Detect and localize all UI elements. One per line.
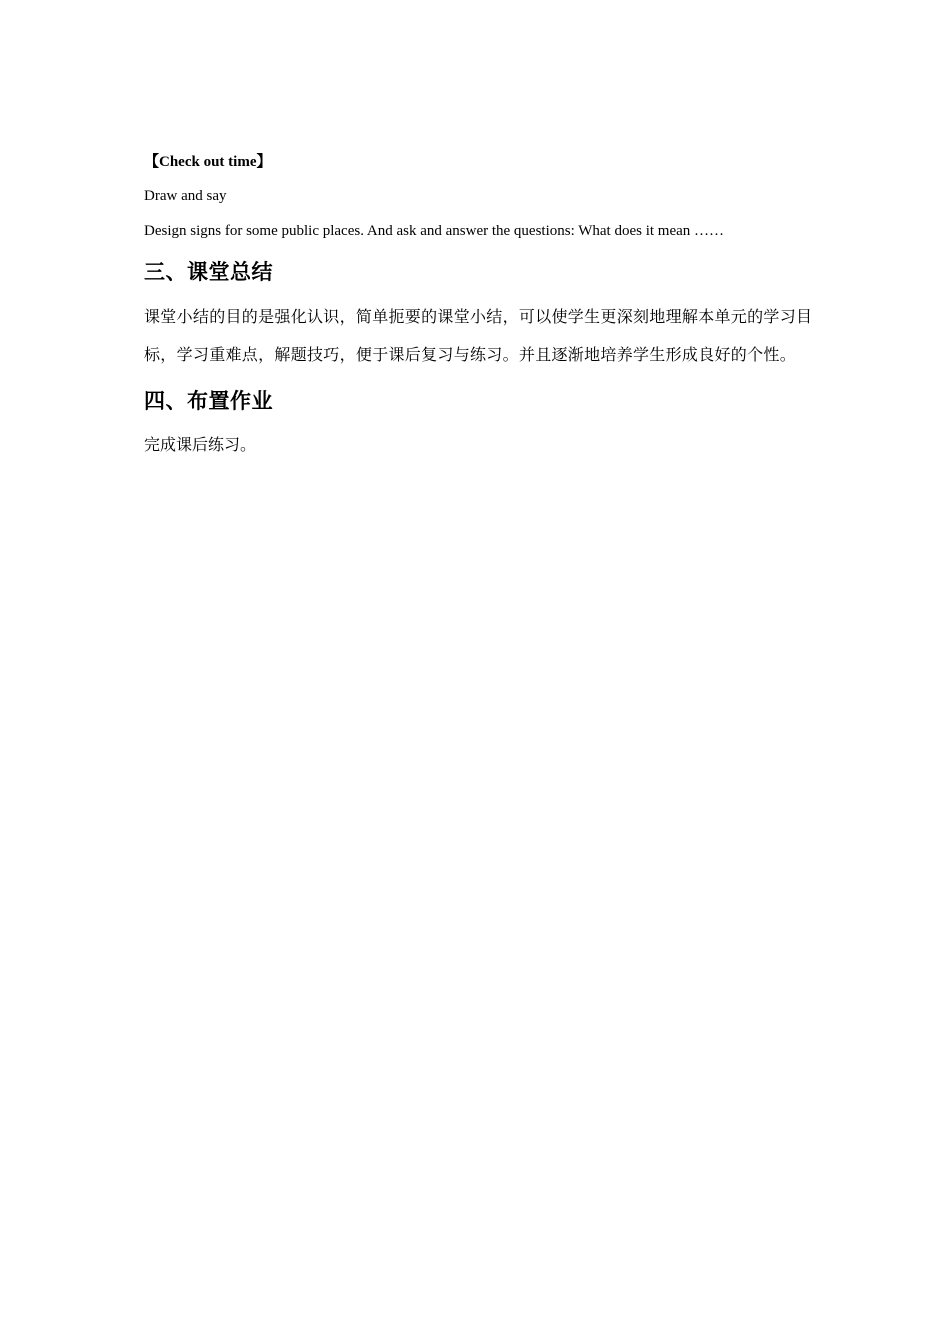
page-content: [144, 150, 814, 457]
summary-heading: 三、课堂总结: [144, 260, 273, 284]
draw-and-say-line: Draw and say: [144, 188, 227, 204]
design-signs-line: Design signs for some public places. And ask and answer the questions: What does it mean ……: [144, 223, 725, 239]
homework-heading: 四、布置作业: [144, 389, 273, 413]
homework-text: 完成课后练习。: [144, 435, 257, 454]
summary-paragraph: 课堂小结的目的是强化认识，简单扼要的课堂小结，可以使学生更深刻地理解本单元的学习目标，学习重难点，解题技巧，便于课后复习与练习。并且逐渐地培养学生形成良好的个性。: [144, 307, 813, 364]
check-out-title: 【Check out time】: [144, 154, 272, 170]
